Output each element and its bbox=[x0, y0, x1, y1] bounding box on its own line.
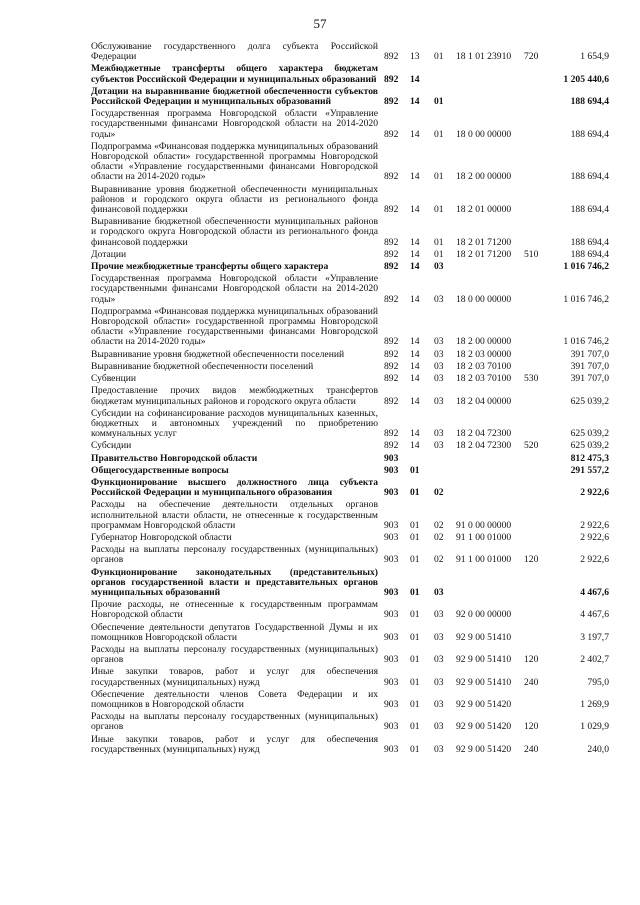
row-section-code: 01 bbox=[410, 609, 420, 621]
row-expense-type: 120 bbox=[524, 554, 539, 566]
row-target-code: 18 2 04 72300 bbox=[456, 428, 512, 440]
row-target-code: 18 2 01 00000 bbox=[456, 204, 512, 216]
row-admin-code: 892 bbox=[384, 360, 399, 372]
row-target-code: 18 2 01 71200 bbox=[456, 248, 512, 260]
row-amount: 4 467,6 bbox=[580, 586, 609, 598]
row-name: Межбюджетные трансферты общего характера бюджетам субъектов Российской Федерации и муниципальных образований bbox=[91, 63, 378, 85]
row-name: Субсидии bbox=[91, 440, 132, 452]
row-section-code: 14 bbox=[410, 248, 420, 260]
row-target-code: 18 2 03 00000 bbox=[456, 348, 512, 360]
row-target-code: 91 1 00 01000 bbox=[456, 554, 512, 566]
row-admin-code: 903 bbox=[384, 698, 399, 710]
row-amount: 1 016 746,2 bbox=[563, 261, 609, 273]
row-amount: 291 557,2 bbox=[570, 464, 609, 476]
row-section-code: 01 bbox=[410, 743, 420, 755]
row-admin-code: 892 bbox=[384, 336, 399, 348]
row-target-code: 92 9 00 51410 bbox=[456, 654, 512, 666]
row-amount: 188 694,4 bbox=[570, 128, 609, 140]
row-expense-type: 240 bbox=[524, 676, 539, 688]
row-admin-code: 892 bbox=[384, 51, 399, 63]
row-admin-code: 903 bbox=[384, 464, 399, 476]
row-section-code: 01 bbox=[410, 487, 420, 499]
row-name: Расходы на выплаты персоналу государственных (муниципальных) органов bbox=[91, 711, 378, 733]
row-amount: 625 039,2 bbox=[570, 440, 609, 452]
table-row bbox=[0, 533, 640, 543]
table-row bbox=[0, 250, 640, 260]
table-row bbox=[0, 667, 640, 687]
row-subsection-code: 02 bbox=[434, 554, 444, 566]
row-subsection-code: 02 bbox=[434, 487, 444, 499]
row-target-code: 18 2 04 72300 bbox=[456, 440, 512, 452]
table-row bbox=[0, 623, 640, 643]
row-amount: 625 039,2 bbox=[570, 428, 609, 440]
row-target-code: 91 1 00 01000 bbox=[456, 531, 512, 543]
row-amount: 391 707,0 bbox=[570, 360, 609, 372]
row-subsection-code: 03 bbox=[434, 743, 444, 755]
row-amount: 240,0 bbox=[587, 743, 609, 755]
table-row bbox=[0, 441, 640, 451]
row-name: Функционирование высшего должностного лица субъекта Российской Федерации и муниципального образования bbox=[91, 476, 378, 499]
row-admin-code: 903 bbox=[384, 676, 399, 688]
row-subsection-code: 01 bbox=[434, 248, 444, 260]
row-subsection-code: 01 bbox=[434, 236, 444, 248]
row-subsection-code: 03 bbox=[434, 440, 444, 452]
table-row bbox=[0, 735, 640, 755]
row-target-code: 18 2 03 70100 bbox=[456, 360, 512, 372]
row-section-code: 01 bbox=[410, 631, 420, 643]
row-amount: 188 694,4 bbox=[570, 236, 609, 248]
row-amount: 795,0 bbox=[587, 676, 609, 688]
row-admin-code: 903 bbox=[384, 554, 399, 566]
row-name: Губернатор Новгородской области bbox=[91, 531, 232, 543]
table-row bbox=[0, 362, 640, 372]
row-subsection-code: 01 bbox=[434, 51, 444, 63]
row-name: Субвенции bbox=[91, 373, 136, 385]
row-admin-code: 892 bbox=[384, 348, 399, 360]
row-name: Подпрограмма «Финансовая поддержка муниципальных образований Новгородской области» государственной программы Новгородской области «Управление государственными финансами Новгородской области на 2014-2020 годы» bbox=[91, 140, 378, 183]
row-subsection-code: 03 bbox=[434, 373, 444, 385]
row-subsection-code: 03 bbox=[434, 586, 444, 598]
row-subsection-code: 01 bbox=[434, 171, 444, 183]
row-section-code: 14 bbox=[410, 236, 420, 248]
row-section-code: 14 bbox=[410, 293, 420, 305]
row-admin-code: 892 bbox=[384, 73, 399, 85]
row-name: Выравнивание уровня бюджетной обеспеченности поселений bbox=[91, 348, 345, 360]
table-row bbox=[0, 386, 640, 406]
row-subsection-code: 03 bbox=[434, 261, 444, 273]
row-amount: 625 039,2 bbox=[570, 395, 609, 407]
row-subsection-code: 03 bbox=[434, 654, 444, 666]
row-subsection-code: 03 bbox=[434, 698, 444, 710]
row-subsection-code: 03 bbox=[434, 676, 444, 688]
row-admin-code: 892 bbox=[384, 373, 399, 385]
row-subsection-code: 03 bbox=[434, 348, 444, 360]
table-row bbox=[0, 690, 640, 710]
row-admin-code: 903 bbox=[384, 743, 399, 755]
table-row bbox=[0, 42, 640, 62]
row-amount: 2 922,6 bbox=[580, 519, 609, 531]
row-section-code: 14 bbox=[410, 373, 420, 385]
row-name: Дотации на выравнивание бюджетной обеспеченности субъектов Российской Федерации и муниципальных образований bbox=[91, 85, 378, 108]
row-admin-code: 892 bbox=[384, 128, 399, 140]
row-amount: 1 269,9 bbox=[580, 698, 609, 710]
row-amount: 812 475,3 bbox=[570, 452, 609, 464]
row-target-code: 18 2 04 00000 bbox=[456, 395, 512, 407]
row-expense-type: 120 bbox=[524, 654, 539, 666]
row-subsection-code: 03 bbox=[434, 336, 444, 348]
table-row bbox=[0, 409, 640, 440]
row-target-code: 18 0 00 00000 bbox=[456, 128, 512, 140]
row-section-code: 01 bbox=[410, 531, 420, 543]
row-name: Выравнивание бюджетной обеспеченности поселений bbox=[91, 360, 314, 372]
row-expense-type: 720 bbox=[524, 51, 539, 63]
row-admin-code: 892 bbox=[384, 236, 399, 248]
row-section-code: 01 bbox=[410, 676, 420, 688]
table-row bbox=[0, 350, 640, 360]
row-expense-type: 510 bbox=[524, 248, 539, 260]
row-expense-type: 530 bbox=[524, 373, 539, 385]
row-name: Предоставление прочих видов межбюджетных трансфертов бюджетам муниципальных районов и городского округа области bbox=[91, 385, 378, 407]
table-row bbox=[0, 466, 640, 476]
row-section-code: 14 bbox=[410, 395, 420, 407]
row-admin-code: 892 bbox=[384, 248, 399, 260]
row-subsection-code: 03 bbox=[434, 360, 444, 372]
row-subsection-code: 01 bbox=[434, 204, 444, 216]
row-admin-code: 903 bbox=[384, 452, 399, 464]
row-admin-code: 892 bbox=[384, 261, 399, 273]
table-row bbox=[0, 109, 640, 140]
row-admin-code: 892 bbox=[384, 395, 399, 407]
row-name: Обеспечение деятельности депутатов Государственной Думы и их помощников Новгородской области bbox=[91, 621, 378, 643]
table-row bbox=[0, 64, 640, 84]
row-amount: 2 922,6 bbox=[580, 487, 609, 499]
row-name: Выравнивание уровня бюджетной обеспеченности муниципальных районов и городского округа области из регионального фонда финансовой поддержки bbox=[91, 183, 378, 216]
row-admin-code: 903 bbox=[384, 531, 399, 543]
row-target-code: 92 9 00 51420 bbox=[456, 743, 512, 755]
table-row bbox=[0, 374, 640, 384]
row-section-code: 13 bbox=[410, 51, 420, 63]
row-subsection-code: 03 bbox=[434, 631, 444, 643]
row-amount: 4 467,6 bbox=[580, 609, 609, 621]
table-row bbox=[0, 454, 640, 464]
row-amount: 188 694,4 bbox=[570, 171, 609, 183]
row-subsection-code: 03 bbox=[434, 293, 444, 305]
row-section-code: 14 bbox=[410, 96, 420, 108]
table-row bbox=[0, 262, 640, 272]
row-admin-code: 892 bbox=[384, 440, 399, 452]
row-amount: 2 922,6 bbox=[580, 531, 609, 543]
row-name: Расходы на выплаты персоналу государственных (муниципальных) органов bbox=[91, 544, 378, 566]
row-section-code: 14 bbox=[410, 73, 420, 85]
row-admin-code: 903 bbox=[384, 609, 399, 621]
row-section-code: 14 bbox=[410, 128, 420, 140]
row-subsection-code: 03 bbox=[434, 721, 444, 733]
row-name: Государственная программа Новгородской области «Управление государственными финансами Новгородской области на 2014-2020 годы» bbox=[91, 273, 378, 305]
row-name: Расходы на выплаты персоналу государственных (муниципальных) органов bbox=[91, 643, 378, 666]
row-subsection-code: 01 bbox=[434, 128, 444, 140]
row-amount: 188 694,4 bbox=[570, 204, 609, 216]
row-target-code: 92 9 00 51420 bbox=[456, 721, 512, 733]
row-amount: 1 016 746,2 bbox=[563, 336, 609, 348]
row-name: Правительство Новгородской области bbox=[91, 452, 258, 464]
row-amount: 1 205 440,6 bbox=[563, 73, 609, 85]
row-target-code: 18 2 00 00000 bbox=[456, 171, 512, 183]
table-row bbox=[0, 185, 640, 216]
row-name: Прочие межбюджетные трансферты общего характера bbox=[91, 261, 329, 273]
table-row bbox=[0, 500, 640, 531]
row-target-code: 18 1 01 23910 bbox=[456, 51, 512, 63]
table-row bbox=[0, 307, 640, 348]
row-name: Иные закупки товаров, работ и услуг для обеспечения государственных (муниципальных) нужд bbox=[91, 666, 378, 688]
row-section-code: 01 bbox=[410, 586, 420, 598]
row-expense-type: 240 bbox=[524, 743, 539, 755]
row-section-code: 14 bbox=[410, 336, 420, 348]
row-name: Расходы на обеспечение деятельности отдельных органов исполнительной власти области, не отнесенные к государственным программам Новгородской области bbox=[91, 499, 378, 531]
row-name: Иные закупки товаров, работ и услуг для обеспечения государственных (муниципальных) нужд bbox=[91, 733, 378, 755]
table-row bbox=[0, 478, 640, 498]
row-section-code: 01 bbox=[410, 464, 420, 476]
table-row bbox=[0, 645, 640, 665]
table-row bbox=[0, 217, 640, 248]
row-subsection-code: 03 bbox=[434, 428, 444, 440]
row-target-code: 91 0 00 00000 bbox=[456, 519, 512, 531]
row-subsection-code: 03 bbox=[434, 395, 444, 407]
row-target-code: 92 0 00 00000 bbox=[456, 609, 512, 621]
table-row bbox=[0, 142, 640, 183]
row-admin-code: 903 bbox=[384, 487, 399, 499]
row-section-code: 14 bbox=[410, 171, 420, 183]
row-amount: 2 402,7 bbox=[580, 654, 609, 666]
row-amount: 2 922,6 bbox=[580, 554, 609, 566]
row-amount: 188 694,4 bbox=[570, 248, 609, 260]
page-number: 57 bbox=[313, 16, 327, 31]
row-name: Субсидии на софинансирование расходов муниципальных казенных, бюджетных и автономных учреждений по приобретению коммунальных услуг bbox=[91, 407, 378, 440]
row-target-code: 18 2 00 00000 bbox=[456, 336, 512, 348]
row-section-code: 01 bbox=[410, 721, 420, 733]
row-target-code: 18 2 03 70100 bbox=[456, 373, 512, 385]
row-section-code: 01 bbox=[410, 654, 420, 666]
table-row bbox=[0, 545, 640, 565]
row-admin-code: 903 bbox=[384, 654, 399, 666]
row-admin-code: 892 bbox=[384, 428, 399, 440]
row-name: Выравнивание бюджетной обеспеченности муниципальных районов и городского округа Новгородской области из регионального фонда финансовой поддержки bbox=[91, 216, 378, 248]
row-section-code: 14 bbox=[410, 348, 420, 360]
row-target-code: 92 9 00 51420 bbox=[456, 698, 512, 710]
row-target-code: 18 0 00 00000 bbox=[456, 293, 512, 305]
row-name: Подпрограмма «Финансовая поддержка муниципальных образований Новгородской области» государственной программы Новгородской области «Управление государственными финансами Новгородской области на 2014-2020 годы» bbox=[91, 305, 378, 348]
row-admin-code: 892 bbox=[384, 293, 399, 305]
row-amount: 1 016 746,2 bbox=[563, 293, 609, 305]
row-admin-code: 903 bbox=[384, 519, 399, 531]
row-subsection-code: 02 bbox=[434, 519, 444, 531]
row-subsection-code: 01 bbox=[434, 96, 444, 108]
row-name: Обслуживание государственного долга субъекта Российской Федерации bbox=[91, 41, 378, 63]
row-section-code: 01 bbox=[410, 698, 420, 710]
row-name: Дотации bbox=[91, 248, 127, 260]
row-amount: 188 694,4 bbox=[570, 96, 609, 108]
row-section-code: 14 bbox=[410, 261, 420, 273]
budget-table bbox=[0, 42, 640, 757]
row-admin-code: 892 bbox=[384, 204, 399, 216]
row-section-code: 01 bbox=[410, 554, 420, 566]
row-subsection-code: 02 bbox=[434, 531, 444, 543]
table-row bbox=[0, 274, 640, 305]
row-amount: 1 029,9 bbox=[580, 721, 609, 733]
row-amount: 3 197,7 bbox=[580, 631, 609, 643]
row-admin-code: 903 bbox=[384, 586, 399, 598]
table-row bbox=[0, 568, 640, 599]
table-row bbox=[0, 87, 640, 107]
row-target-code: 92 9 00 51410 bbox=[456, 631, 512, 643]
row-admin-code: 892 bbox=[384, 171, 399, 183]
row-target-code: 92 9 00 51410 bbox=[456, 676, 512, 688]
row-admin-code: 892 bbox=[384, 96, 399, 108]
row-expense-type: 520 bbox=[524, 440, 539, 452]
row-section-code: 14 bbox=[410, 428, 420, 440]
row-amount: 391 707,0 bbox=[570, 348, 609, 360]
row-section-code: 14 bbox=[410, 204, 420, 216]
row-admin-code: 903 bbox=[384, 721, 399, 733]
table-row bbox=[0, 712, 640, 732]
table-row bbox=[0, 600, 640, 620]
row-name: Функционирование законодательных (представительных) органов государственной власти и представительных органов муниципальных образований bbox=[91, 566, 378, 598]
row-section-code: 14 bbox=[410, 360, 420, 372]
row-expense-type: 120 bbox=[524, 721, 539, 733]
row-section-code: 14 bbox=[410, 440, 420, 452]
row-section-code: 01 bbox=[410, 519, 420, 531]
row-admin-code: 903 bbox=[384, 631, 399, 643]
row-subsection-code: 03 bbox=[434, 609, 444, 621]
row-name: Обеспечение деятельности членов Совета Федерации и их помощников в Новгородской области bbox=[91, 688, 378, 710]
row-amount: 391 707,0 bbox=[570, 373, 609, 385]
row-name: Прочие расходы, не отнесенные к государственным программам Новгородской области bbox=[91, 599, 378, 621]
row-name: Государственная программа Новгородской области «Управление государственными финансами Новгородской области на 2014-2020 годы» bbox=[91, 108, 378, 140]
row-amount: 1 654,9 bbox=[580, 51, 609, 63]
row-name: Общегосударственные вопросы bbox=[91, 464, 229, 476]
row-target-code: 18 2 01 71200 bbox=[456, 236, 512, 248]
